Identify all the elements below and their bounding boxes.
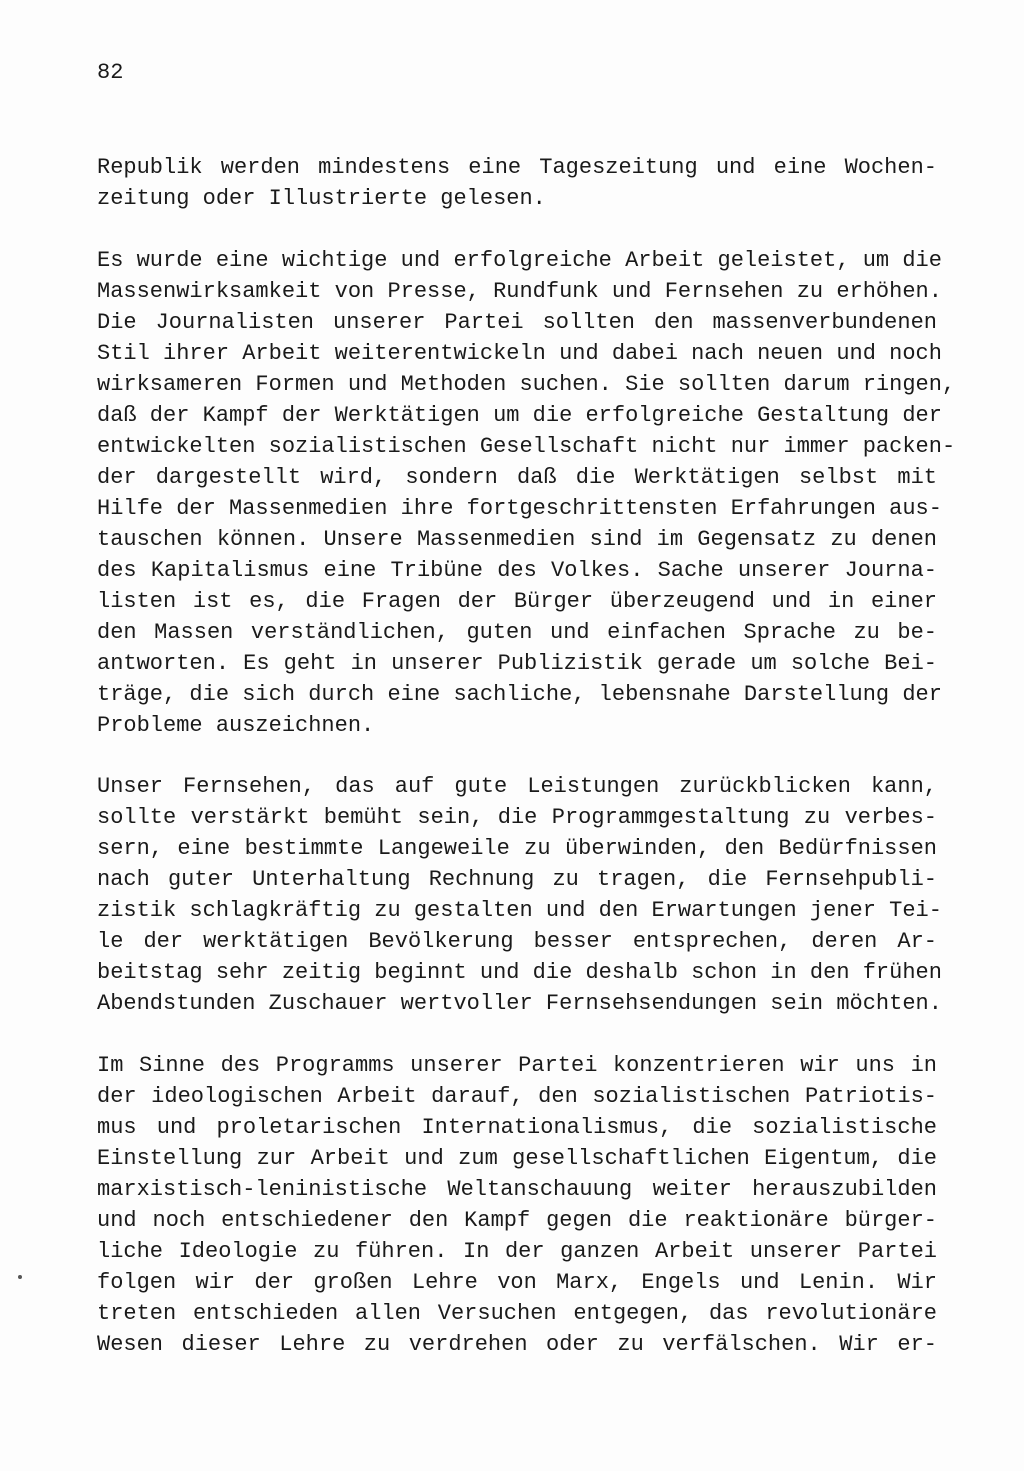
- text-line: Hilfe der Massenmedien ihre fortgeschrittensten Erfahrungen aus-: [97, 495, 942, 521]
- text-line: sern, eine bestimmte Langeweile zu überwinden, den Bedürfnissen: [97, 836, 937, 861]
- text-line: des Kapitalismus eine Tribüne des Volkes. Sache unserer Journa-: [97, 557, 937, 583]
- text-line: Wesen dieser Lehre zu verdrehen oder zu verfälschen. Wir er-: [97, 1331, 937, 1357]
- text-line: sollte verstärkt bemüht sein, die Programmgestaltung zu verbes-: [97, 805, 937, 830]
- text-line: Probleme auszeichnen.: [97, 712, 375, 738]
- text-line: folgen wir der großen Lehre von Marx, Engels und Lenin. Wir: [97, 1269, 937, 1295]
- text-line: treten entschieden allen Versuchen entgegen, das revolutionäre: [97, 1300, 937, 1326]
- margin-mark: [18, 1275, 22, 1279]
- paragraph: [97, 771, 942, 1019]
- text-line: zistik schlagkräftig zu gestalten und den Erwartungen jener Tei-: [97, 898, 942, 923]
- text-line: le der werktätigen Bevölkerung besser entsprechen, deren Ar-: [97, 929, 937, 954]
- text-line: der ideologischen Arbeit darauf, den sozialistischen Patriotis-: [97, 1083, 937, 1109]
- text-line: mus und proletarischen Internationalismus, die sozialistische: [97, 1114, 937, 1140]
- body-text: [97, 152, 956, 1390]
- text-line: liche Ideologie zu führen. In der ganzen Arbeit unserer Partei: [97, 1238, 937, 1264]
- text-line: Republik werden mindestens eine Tageszeitung und eine Wochen-: [97, 155, 937, 180]
- text-line: den Massen verständlichen, guten und einfachen Sprache zu be-: [97, 619, 937, 645]
- paragraph: [97, 1050, 937, 1360]
- text-line: nach guter Unterhaltung Rechnung zu tragen, die Fernsehpubli-: [97, 867, 937, 892]
- text-line: listen ist es, die Fragen der Bürger überzeugend und in einer: [97, 588, 937, 614]
- text-line: antworten. Es geht in unserer Publizistik gerade um solche Bei-: [97, 650, 937, 676]
- text-line: daß der Kampf der Werktätigen um die erfolgreiche Gestaltung der: [97, 402, 942, 428]
- paragraph: [97, 152, 937, 214]
- text-line: der dargestellt wird, sondern daß die Werktätigen selbst mit: [97, 464, 937, 490]
- text-line: zeitung oder Illustrierte gelesen.: [97, 186, 546, 211]
- text-line: Im Sinne des Programms unserer Partei konzentrieren wir uns in: [97, 1052, 937, 1078]
- text-line: Abendstunden Zuschauer wertvoller Fernsehsendungen sein möchten.: [97, 991, 942, 1016]
- text-line: Stil ihrer Arbeit weiterentwickeln und dabei nach neuen und noch: [97, 340, 942, 366]
- text-line: wirksameren Formen und Methoden suchen. Sie sollten darum ringen,: [97, 371, 956, 397]
- text-line: Es wurde eine wichtige und erfolgreiche Arbeit geleistet, um die: [97, 247, 942, 273]
- text-line: Die Journalisten unserer Partei sollten den massenverbundenen: [97, 309, 937, 335]
- text-line: entwickelten sozialistischen Gesellschaft nicht nur immer packen-: [97, 433, 956, 459]
- text-line: und noch entschiedener den Kampf gegen die reaktionäre bürger-: [97, 1207, 937, 1233]
- paragraph: [97, 245, 956, 741]
- text-line: marxistisch-leninistische Weltanschauung weiter herauszubilden: [97, 1176, 937, 1202]
- text-line: Massenwirksamkeit von Presse, Rundfunk und Fernsehen zu erhöhen.: [97, 278, 942, 304]
- page-number: 82: [97, 60, 124, 85]
- text-line: Unser Fernsehen, das auf gute Leistungen zurückblicken kann,: [97, 774, 937, 799]
- text-line: träge, die sich durch eine sachliche, lebensnahe Darstellung der: [97, 681, 942, 707]
- text-line: beitstag sehr zeitig beginnt und die deshalb schon in den frühen: [97, 960, 942, 985]
- text-line: Einstellung zur Arbeit und zum gesellschaftlichen Eigentum, die: [97, 1145, 937, 1171]
- text-line: tauschen können. Unsere Massenmedien sind im Gegensatz zu denen: [97, 526, 937, 552]
